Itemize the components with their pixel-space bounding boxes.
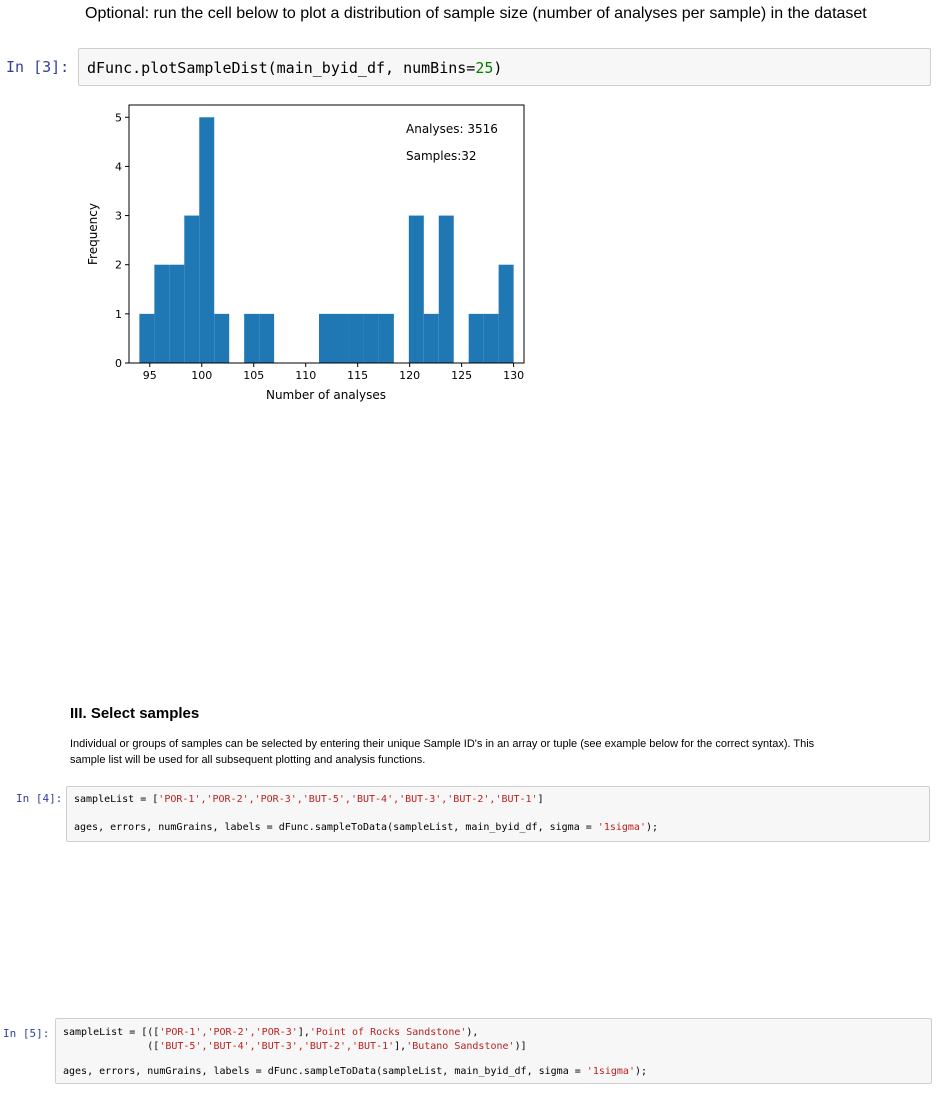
cell5-line2-suffix: )] bbox=[514, 1041, 527, 1052]
y-tick-label-3: 3 bbox=[115, 209, 122, 223]
cell5-line1-label: 'Point of Rocks Sandstone' bbox=[309, 1027, 467, 1038]
cell4-line2-string: '1sigma' bbox=[597, 822, 646, 833]
cell5-line2-label: 'Butano Sandstone' bbox=[406, 1041, 515, 1052]
cell5-line1-strings: 'POR-1','POR-2','POR-3' bbox=[159, 1027, 298, 1038]
histogram-bar-4 bbox=[199, 117, 214, 363]
cell5-line2-mid: ], bbox=[394, 1041, 407, 1052]
y-tick-label-1: 1 bbox=[115, 307, 122, 321]
cell3-prompt: In [3]: bbox=[6, 58, 70, 76]
histogram-bar-0 bbox=[139, 314, 154, 363]
x-tick-label-105: 105 bbox=[243, 369, 265, 382]
cell4-prompt: In [4]: bbox=[16, 792, 63, 805]
cell3-code-prefix: dFunc.plotSampleDist(main_byid_df, numBins= bbox=[87, 59, 476, 77]
cell4-line1-prefix: sampleList = [ bbox=[74, 794, 159, 805]
x-tick-label-125: 125 bbox=[451, 369, 473, 382]
cell5-prompt: In [5]: bbox=[3, 1027, 50, 1040]
cell4-line1-suffix: ] bbox=[537, 794, 544, 805]
histogram-bar-23 bbox=[484, 314, 499, 363]
histogram-bar-12 bbox=[319, 314, 334, 363]
section-description-line2: sample list will be used for all subsequent plotting and analysis functions. bbox=[70, 754, 426, 766]
histogram-bar-20 bbox=[439, 216, 454, 363]
section-description-line1: Individual or groups of samples can be selected by entering their unique Sample ID's in an array or tuple (see example below for the correct syntax). This bbox=[70, 738, 815, 750]
x-axis-label: Number of analyses bbox=[265, 388, 387, 402]
cell5-line3-suffix: ); bbox=[634, 1066, 648, 1077]
histogram-bar-15 bbox=[364, 314, 379, 363]
cell5-line2-prefix: ([ bbox=[63, 1041, 160, 1052]
cell4-line1-strings: 'POR-1','POR-2','POR-3','BUT-5','BUT-4','BUT-3','BUT-2','BUT-1' bbox=[158, 794, 538, 805]
x-tick-label-130: 130 bbox=[503, 369, 525, 382]
cell-intro-text: Optional: run the cell below to plot a distribution of sample size (number of analyses per sample) in the dataset bbox=[85, 5, 867, 22]
annotation-analyses: Analyses: 3516 bbox=[406, 122, 498, 136]
cell3-code-input[interactable] bbox=[78, 48, 931, 86]
x-axis-ticks bbox=[143, 363, 524, 382]
cell5-line3-string: '1sigma' bbox=[586, 1066, 635, 1077]
histogram-bar-13 bbox=[334, 314, 349, 363]
x-tick-label-100: 100 bbox=[191, 369, 213, 382]
histogram-bar-22 bbox=[469, 314, 484, 363]
cell5-line1-suffix: ), bbox=[466, 1027, 479, 1038]
cell5-line3-prefix: ages, errors, numGrains, labels = dFunc.sampleToData(sampleList, main_byid_df, sigma = bbox=[63, 1066, 587, 1077]
y-axis-label: Frequency bbox=[86, 203, 100, 265]
cell5-line2-strings: 'BUT-5','BUT-4','BUT-3','BUT-2','BUT-1' bbox=[159, 1041, 395, 1052]
x-tick-label-95: 95 bbox=[142, 369, 157, 382]
histogram-bar-18 bbox=[409, 216, 424, 363]
x-tick-label-120: 120 bbox=[399, 369, 421, 382]
y-axis-ticks bbox=[115, 111, 129, 370]
cell5-line1-prefix: sampleList = [([ bbox=[63, 1027, 160, 1038]
section-heading: III. Select samples bbox=[70, 705, 200, 722]
annotation-samples: Samples:32 bbox=[406, 149, 477, 163]
x-tick-label-110: 110 bbox=[295, 369, 317, 382]
y-tick-label-5: 5 bbox=[115, 111, 122, 125]
cell4-code-input[interactable] bbox=[66, 786, 930, 842]
cell3-code-suffix: ) bbox=[493, 59, 503, 77]
y-tick-label-4: 4 bbox=[115, 160, 122, 174]
cell5-code-input[interactable] bbox=[55, 1018, 932, 1084]
histogram-bar-19 bbox=[424, 314, 439, 363]
histogram-bar-2 bbox=[169, 265, 184, 363]
histogram-bar-3 bbox=[184, 216, 199, 363]
y-tick-label-0: 0 bbox=[115, 357, 122, 370]
histogram-bar-24 bbox=[499, 265, 514, 363]
histogram-bar-1 bbox=[154, 265, 169, 363]
histogram-bar-8 bbox=[259, 314, 274, 363]
cell5-line1-mid: ], bbox=[297, 1027, 310, 1038]
x-tick-label-115: 115 bbox=[347, 369, 369, 382]
histogram-bar-16 bbox=[379, 314, 394, 363]
histogram-bar-7 bbox=[244, 314, 259, 363]
cell4-line2-suffix: ); bbox=[645, 822, 659, 833]
cell3-code-number: 25 bbox=[475, 59, 494, 77]
y-tick-label-2: 2 bbox=[115, 258, 122, 272]
histogram-bar-14 bbox=[349, 314, 364, 363]
cell4-line2-prefix: ages, errors, numGrains, labels = dFunc.sampleToData(sampleList, main_byid_df, sigma = bbox=[74, 822, 598, 833]
sample-size-histogram bbox=[80, 100, 540, 410]
histogram-bar-5 bbox=[214, 314, 229, 363]
